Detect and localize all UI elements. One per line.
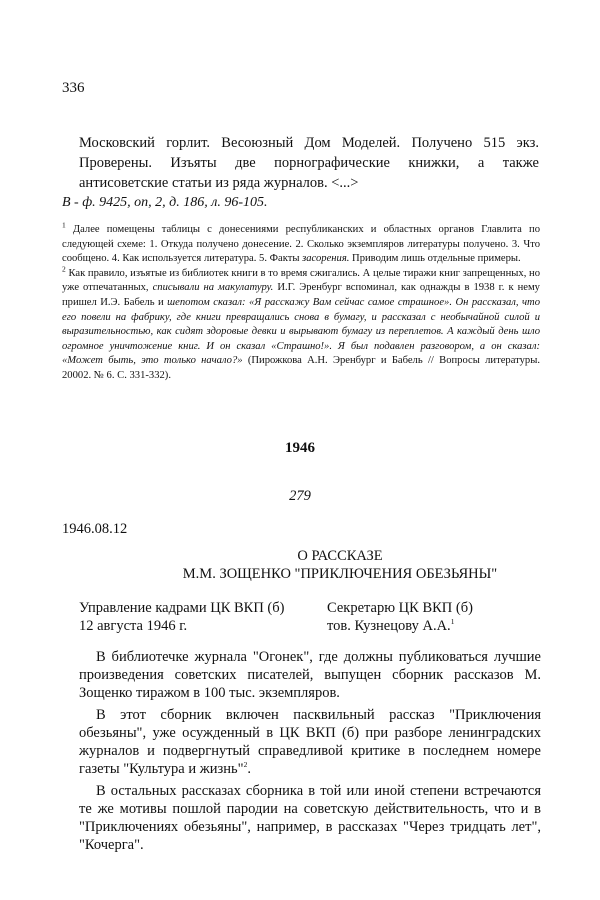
- sender-line-2: 12 августа 1946 г.: [79, 618, 188, 634]
- document-title: [140, 547, 540, 583]
- document-number: 279: [289, 488, 311, 504]
- body-paragraph-text: В библиотечке журнала "Огонек", где должны публиковаться лучшие произведения советских писателей, выпущен сборник рассказов М. Зощенко тиражом в 100 тыс. экземпляров.: [79, 649, 541, 701]
- recipient-line-2: [327, 617, 473, 635]
- sender-line-1: Управление кадрами ЦК ВКП (б): [79, 600, 285, 616]
- document-title-line-1: О РАССКАЗЕ: [297, 548, 383, 564]
- body-paragraph-2: [79, 706, 541, 778]
- body-paragraph-1: [79, 648, 541, 702]
- document-title-line-2: М.М. ЗОЩЕНКО "ПРИКЛЮЧЕНИЯ ОБЕЗЬЯНЫ": [182, 566, 498, 582]
- footnote-text: И.Г. Эренбург вспоминал, как однажды в 1938 г. к нему пришел И.Э. Бабель и: [62, 282, 540, 308]
- footnote-text: Далее помещены таблицы с донесениями республиканских и областных органов Главлита по следующей схеме: 1. Откуда получено донесение. 2. Сколько экземпляров литературы получено. 3. Что сообщено. 4. Как используется литература. 5. Факты: [62, 224, 540, 265]
- document-body: [79, 648, 541, 858]
- footnote-mark: 2: [62, 264, 66, 274]
- body-paragraph-text: В остальных рассказах сборника в той или иной степени встречаются те же мотивы пошлой пародии на советскую действительность, что и в "Приключениях обезьяны", например, в рассказах "Через тридцать лет", "Кочерга".: [79, 783, 541, 853]
- intro-paragraph: Московский горлит. Весоюзный Дом Моделей. Получено 515 экз. Проверены. Изъяты две порнографические книжки, а также антисоветские статьи из ряда журналов. <...>: [79, 135, 539, 191]
- footnote-mark: 2: [243, 760, 248, 770]
- recipient-line-1: Секретарю ЦК ВКП (б): [327, 600, 473, 616]
- recipient-name: тов. Кузнецову А.А.: [327, 618, 451, 634]
- page-number: 336: [62, 80, 85, 96]
- footnote-citation: (Пирожкова А.Н. Эренбург и Бабель // Вопросы литературы. 20002. № 6. С. 331-332).: [62, 355, 540, 381]
- body-paragraph-text: В этот сборник включен пасквильный рассказ "Приключения обезьяны", уже осужденный в ЦК ВКП (б) при разборе ленинградских журналов и подвергнутый справедливой критике в последнем номере газеты "Культура и жизнь": [79, 707, 541, 777]
- footnote-2: [62, 264, 540, 384]
- footnote-text-tail: Приводим лишь отдельные примеры.: [349, 253, 521, 265]
- body-paragraph-3: [79, 782, 541, 854]
- footnote-mark: 1: [450, 617, 455, 627]
- footnote-text: Как правило, изъятые из библиотек книги в то время сжигались. А целые тиражи книг запрещенных, но уже отпечатанных,: [62, 267, 540, 294]
- footnote-1: [62, 220, 540, 267]
- document-date: 1946.08.12: [62, 521, 128, 537]
- recipient-block: [327, 599, 473, 635]
- footnote-italic: списывали на макулатуру.: [152, 282, 274, 294]
- footnote-quote: шепотом сказал: «Я расскажу Вам сейчас самое страшное». Он рассказал, что его повели на фабрику, где книги превращались снова в бумагу, и рассказал с необычайной силой и выразительностью, как сидят здоровые девки и вырывают бумагу из переплетов. А каждый день шло огромное уничтожение книг. И он сказал «Страшно!». Я был подавлен разговором, а он сказал: «Может быть, это только начало?»: [62, 296, 540, 367]
- footnotes: [62, 220, 540, 384]
- footnote-mark: 1: [62, 220, 66, 230]
- body-paragraph-punct: .: [247, 761, 251, 777]
- footnote-italic: засорения.: [302, 253, 350, 265]
- archive-reference: В - ф. 9425, оп, 2, д. 186, л. 96-105.: [62, 195, 268, 210]
- year-heading: 1946: [285, 440, 315, 456]
- sender-block: [79, 599, 284, 635]
